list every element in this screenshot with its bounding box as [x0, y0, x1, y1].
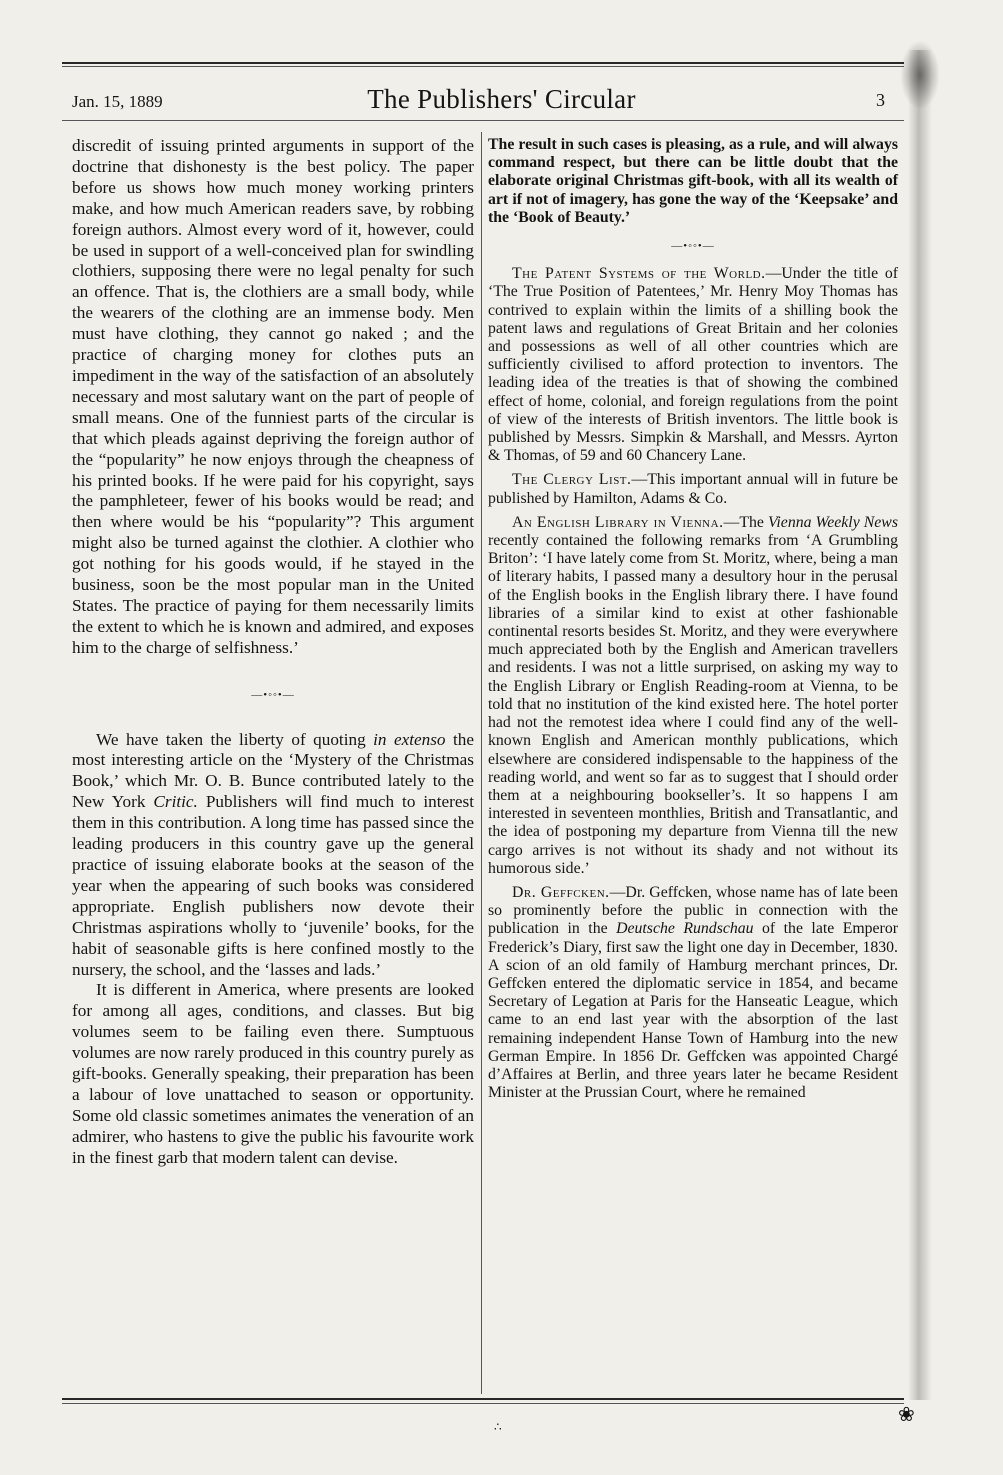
clergy-list-body: —This important annual will in future be published by Hamilton, Adams & Co. [488, 471, 898, 507]
bottom-double-rule-thin [62, 1403, 904, 1404]
vienna-text-a: —The [723, 513, 768, 531]
section-ornament-right: —•◦◦•— [671, 240, 715, 253]
section-ornament-left: —•◦◦•— [251, 688, 295, 701]
left-paragraph-3: It is different in America, where presents are looked for among all ages, conditions, and classes. But big volumes seem to be failing even there. Sumptuous volumes are now rarely produced in this country purely as gift-books. Generally speaking, their preparation has been a labour of love unattached to season or opportunity. Some old classic sometimes animates the veneration of an admirer, who hastens to give the public his favourite work in the finest garb that modern talent can devise. [72, 980, 474, 1167]
left-p2-text-b: the most interesting article on the ‘Mystery of the Christmas Book,’ which Mr. O. B. Bunce contributed lately to the New York [72, 729, 474, 812]
vienna-italic: Vienna Weekly News [767, 513, 898, 531]
left-p2-text-c: Publishers will find much to interest them in this contribution. A long time has passed since the leading producers in this country gave up the general practice of issuing elaborate books at the season of the year when the appearing of such books was considered appropriate. English publishers now devote their Christmas aspirations wholly to ‘juvenile’ books, for the habit of seasonable gifts is here confined mostly to the nursery, the school, and the ‘lasses and lads.’ [72, 792, 474, 979]
patent-systems-item [488, 265, 898, 465]
left-column [72, 136, 474, 1169]
left-p2-italic-b: Critic. [153, 792, 198, 812]
geffcken-italic: Deutsche Rundschau [616, 920, 754, 938]
vienna-library-heading: An English Library in Vienna. [512, 513, 724, 531]
right-column [488, 136, 898, 1102]
clergy-list-item [488, 471, 898, 507]
corner-ornament-icon: ❀ [898, 1402, 915, 1426]
patent-systems-body: —Under the title of ‘The True Position of Patentees,’ Mr. Henry Moy Thomas has contrived to explain within the limits of a shilling book the patent laws and regulations of Great Britain and her colonies and possessions as well of all other countries which are sufficiently civilised to afford protection to inventors. The leading idea of the treaties is that of showing the combined effect of home, colonial, and foreign regulations from the point of view of the interests of British inventors. The little book is published by Messrs. Simpkin & Marshall, and Messrs. Ayrton & Thomas, of 59 and 60 Chancery Lane. [488, 265, 898, 465]
left-p2-text-a: We have taken the liberty of quoting [96, 729, 374, 749]
top-double-rule-thin [62, 66, 904, 67]
geffcken-text-b: of the late Emperor Frederick’s Diary, first saw the light one day in December, 1830. A scion of an old family of Hamburg merchant princes, Dr. Geffcken entered the diplomatic service in 1854, and became Secretary of Legation at Paris for the Hanseatic League, which came to an end last year with the absorption of the last remaining independent Hanse Town of Hamburg into the new German Empire. In 1856 Dr. Geffcken was appointed Chargé d’Affaires at Berlin, and three years later he became Resident Minister at the Prussian Court, where he remained [488, 920, 898, 1102]
top-double-rule [62, 62, 904, 64]
left-p2-italic-a: in extenso [373, 729, 446, 749]
page-number: 3 [876, 90, 885, 110]
page-title: The Publishers' Circular [367, 84, 636, 114]
clergy-list-heading: The Clergy List. [512, 471, 632, 489]
geffcken-heading: Dr. Geffcken. [512, 883, 610, 901]
header-rule [62, 120, 904, 121]
geffcken-text-a: —Dr. Geffcken, whose name has of late been so prominently before the public in connection with the publication in the [488, 883, 898, 938]
bottom-double-rule [62, 1398, 904, 1400]
left-paragraph-2 [72, 730, 474, 981]
footer-mark: ∴ [494, 1420, 502, 1434]
column-divider [481, 132, 482, 1394]
patent-systems-heading: The Patent Systems of the World. [512, 265, 766, 283]
right-paragraph-1: The result in such cases is pleasing, as a rule, and will always command respect, but there can be little doubt that the elaborate original Christmas gift-book, with all its wealth of art if not of imagery, has gone the way of the ‘Keepsake’ and the ‘Book of Beauty.’ [488, 136, 898, 226]
page-edge-shadow [908, 50, 932, 1400]
issue-date: Jan. 15, 1889 [72, 92, 163, 111]
left-paragraph-1: discredit of issuing printed arguments in support of the doctrine that dishonesty is the best policy. The paper before us shows how much money working printers make, and how much American readers save, by robbing foreign authors. Almost every word of it, however, could be used in support of a well-conceived plan for swindling clothiers, supposing there were no legal penalty for such an offence. That is, the clothiers are a small body, while the wearers of the clothing are an immense body. Men must have clothing, they cannot go naked ; and the practice of charging money for clothes puts an impediment in the way of the satisfaction of an absolutely necessary and most salutary want on the part of people of small means. One of the funniest parts of the circular is that which pleads against depriving the foreign author of the “popularity” he now enjoys through the cheapness of his printed books. If he were paid for his copyright, says the pamphleteer, fewer of his books would be read; and then where would be his “popularity”? This argument might also be turned against the clothier. A clothier who got nothing for his goods would, if he stayed in the business, soon be the most popular man in the United States. The practice of paying for them necessarily limits the extent to which he is known and admired, and exposes him to the charge of selfishness.’ [72, 136, 474, 657]
vienna-library-item [488, 514, 898, 878]
vienna-text-b: recently contained the following remarks from ‘A Grumbling Briton’: ‘I have lately come from St. Moritz, where, being a man of literary habits, I passed many a desultory hour in the perusal of the English books in the English library there. I have found libraries of a similar kind to exist at other fashionable continental resorts besides St. Moritz, and they were everywhere much appreciated both by the English and American travellers and residents. I was not a little surprised, on asking my way to the English Library or English Reading-room at Vienna, to be told that no institution of the kind existed here. The hotel porter had not the remotest idea where I could find any of the well-known English and American monthly publications, which elsewhere are considered indispensable to the happiness of the reading world, and went so far as to suggest that I should order them at a neighbouring bookseller’s. It so happens I am interested in seventeen monthlies, British and Transatlantic, and the idea of postponing my departure from Vienna till the new cargo arrives is not without its shady and not without its humorous side.’ [488, 532, 898, 877]
geffcken-item [488, 884, 898, 1102]
